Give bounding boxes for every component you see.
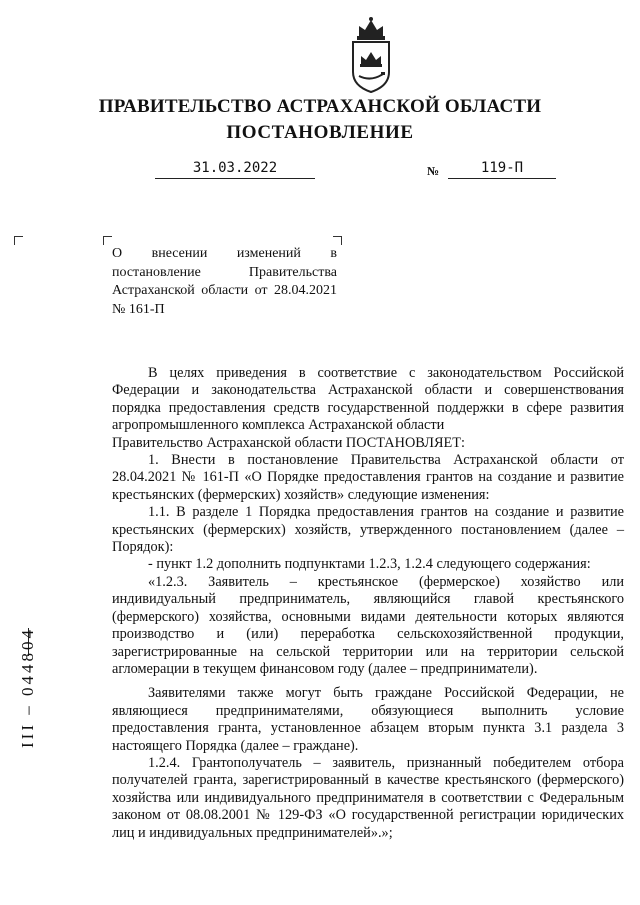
paragraph-item-1: 1. Внести в постановление Правительства Астраханской области от 28.04.2021 № 161-П «О Порядке предоставления грантов на создание и развитие крестьянских (фермерских) хозяйств» следующие изменения: [112,452,624,503]
paragraph-applicants: Заявителями также могут быть граждане Российской Федерации, не являющиеся предпринимателями, обязующиеся выполнить условие предоставления гранта, установленное абзацем вторым пункта 3.1 раздела 3 настоящего Порядка (далее – граждане). [112,685,624,754]
paragraph-preamble: В целях приведения в соответствие с законодательством Российской Федерации и законодательства Астраханской области и совершенствования порядка предоставления средств государственной поддержки в сфере развития агропромышленного комплекса Астраханской области [112,365,624,434]
document-type: ПОСТАНОВЛЕНИЕ [226,122,414,143]
corner-mark-left [14,236,23,245]
document-number: 119-П [448,160,556,179]
organization-title: ПРАВИТЕЛЬСТВО АСТРАХАНСКОЙ ОБЛАСТИ [98,96,542,117]
side-serial-mark: III – 044804 [18,627,37,748]
document-body [112,365,624,842]
paragraph-resolves: Правительство Астраханской области ПОСТАНОВЛЯЕТ: [112,434,465,451]
corner-mark-subject-left [103,236,112,245]
paragraph-item-1-2-3: «1.2.3. Заявитель – крестьянское (фермерское) хозяйство или индивидуальный предприниматель, являющийся главой крестьянского (фермерского) хозяйства, основными видами деятельности которых являются производство и (или) переработка сельскохозяйственной продукции, зарегистрированные на сельской территории или на территории сельской агломерации в текущем финансовом году (далее – предприниматели). [112,573,624,677]
coat-of-arms-icon [345,14,397,94]
paragraph-point-1-2: - пункт 1.2 дополнить подпунктами 1.2.3, 1.2.4 следующего содержания: [148,556,591,573]
number-label: № [427,164,440,178]
document-subject: О внесении изменений в постановление Правительства Астраханской области от 28.04.2021 № 161-П [112,246,337,317]
document-date: 31.03.2022 [155,160,315,179]
corner-mark-subject-right [333,236,342,245]
paragraph-item-1-2-4: 1.2.4. Грантополучатель – заявитель, признанный победителем отбора получателей гранта, зарегистрированный в качестве крестьянского (фермерского) хозяйства или индивидуального предпринимателя в соответствии с Федеральным законом от 08.08.2001 № 129-ФЗ «О государственной регистрации юридических лиц и индивидуальных предпринимателей».»; [112,754,624,841]
paragraph-item-1-1: 1.1. В разделе 1 Порядка предоставления грантов на создание и развитие крестьянских (фермерских) хозяйств, утвержденного постановлением (далее – Порядок): [112,504,624,556]
